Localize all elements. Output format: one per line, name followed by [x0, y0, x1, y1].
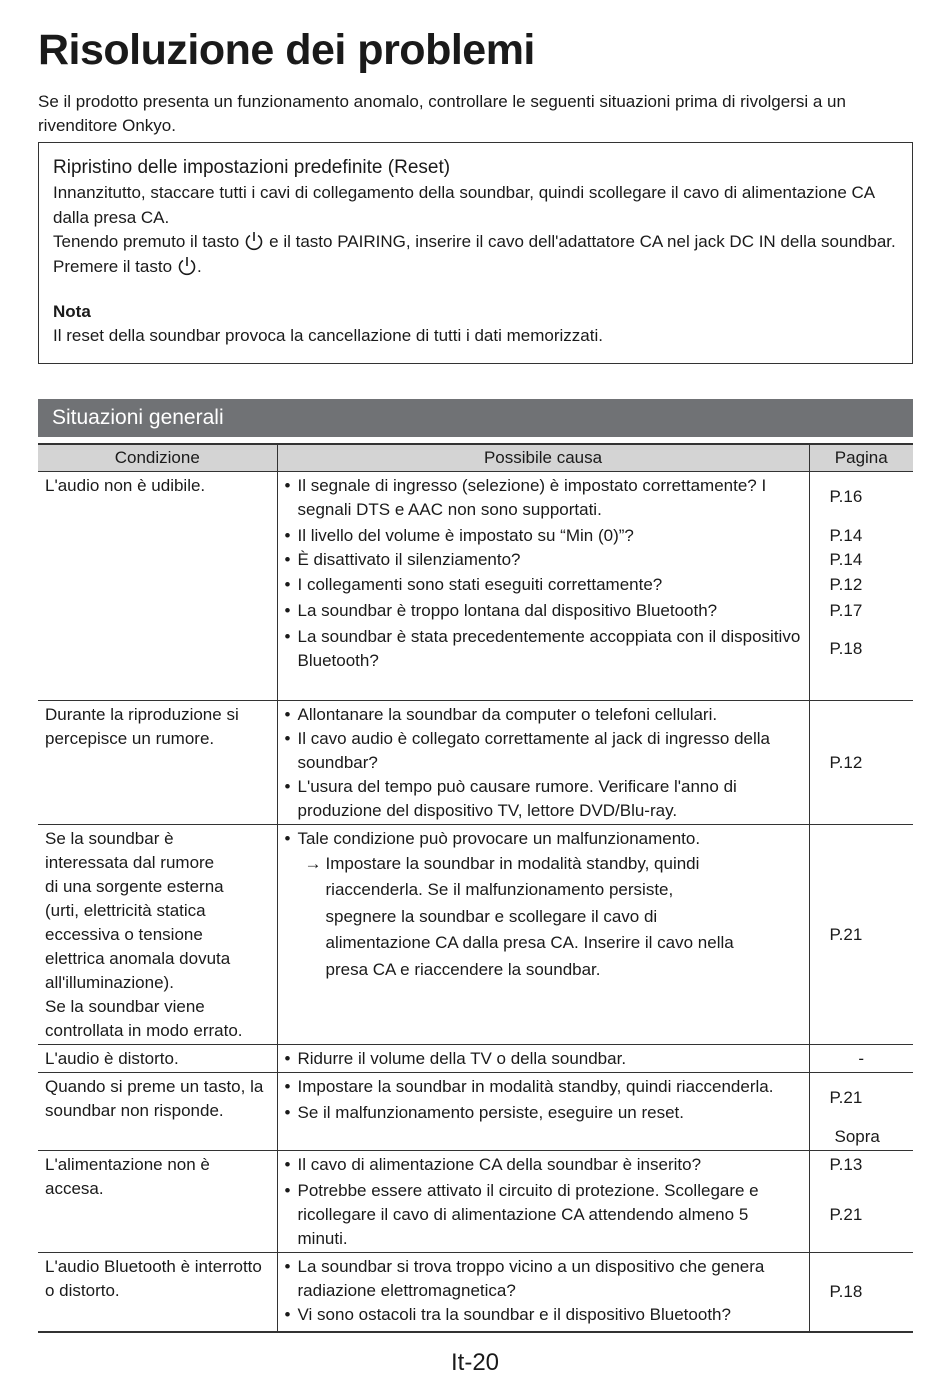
cause-item: • L'usura del tempo può causare rumore. Verificare l'anno di produzione del dispositivo TV, lettore DVD/Blu-ray. [284, 776, 737, 820]
cause-cell [277, 471, 809, 700]
reset-instruction-2 [53, 230, 898, 279]
page-ref: P.12 [829, 574, 863, 594]
condition-cell: Durante la riproduzione si percepisce un rumore. [38, 700, 277, 824]
reset-text-b: e il tasto PAIRING, inserire il cavo dell'adattatore CA nel jack DC IN della soundbar. Premere il tasto [53, 232, 896, 276]
cause-item: • La soundbar si trova troppo vicino a un dispositivo che genera radiazione elettromagnetica? [284, 1256, 765, 1300]
cause-item: • Ridurre il volume della TV o della soundbar. [284, 1048, 627, 1068]
cause-item: • I collegamenti sono stati eseguiti correttamente? [284, 574, 663, 594]
cause-item: • Il livello del volume è impostato su “Min (0)”? [284, 525, 634, 545]
page-cell [809, 471, 913, 700]
page-ref: - [858, 1048, 865, 1068]
cause-item: • Impostare la soundbar in modalità standby, quindi riaccenderla. [284, 1076, 774, 1096]
page-ref: P.14 [829, 549, 863, 569]
remedy-item: → Impostare la soundbar in modalità standby, quindi riaccenderla. Se il malfunzionamento persiste, spegnere la soundbar e scollegare il cavo di alimentazione CA dalla presa CA. Inserire il cavo nella presa CA e riaccendere la soundbar. [285, 851, 803, 984]
cause-item: • Il segnale di ingresso (selezione) è impostato correttamente? I segnali DTS e AAC non sono supportati. [284, 475, 767, 519]
page-cell [809, 1072, 913, 1150]
reset-box [38, 142, 913, 364]
cause-item: • Tale condizione può provocare un malfunzionamento. [284, 828, 701, 848]
reset-text-c: . [197, 256, 202, 276]
page-ref: P.17 [829, 600, 863, 620]
cause-item: • Potrebbe essere attivato il circuito di protezione. Scollegare e ricollegare il cavo di alimentazione CA attendendo almeno 5 minuti. [284, 1180, 759, 1248]
column-header-page: Pagina [809, 444, 913, 471]
page-cell [809, 1252, 913, 1332]
page-cell [809, 1044, 913, 1072]
condition-cell: L'audio Bluetooth è interrotto o distorto. [38, 1252, 277, 1332]
page-ref: P.18 [829, 1282, 863, 1302]
intro-paragraph: Se il prodotto presenta un funzionamento anomalo, controllare le seguenti situazioni prima di rivolgersi a un rivenditore Onkyo. [38, 92, 846, 135]
cause-item: • Se il malfunzionamento persiste, eseguire un reset. [284, 1102, 684, 1122]
page-ref: P.18 [829, 638, 863, 658]
condition-cell: Quando si preme un tasto, la soundbar non risponde. [38, 1072, 277, 1150]
condition-cell: L'audio è distorto. [38, 1044, 277, 1072]
section-header: Situazioni generali [38, 399, 913, 437]
power-icon [177, 256, 197, 276]
table-row [38, 1072, 913, 1150]
page-title: Risoluzione dei problemi [38, 26, 535, 74]
page-ref: P.21 [829, 924, 863, 944]
cause-item: • Il cavo di alimentazione CA della soundbar è inserito? [284, 1154, 702, 1174]
column-header-cause: Possibile causa [277, 444, 809, 471]
table-row [38, 824, 913, 1044]
nota-text: Il reset della soundbar provoca la cancellazione di tutti i dati memorizzati. [53, 326, 603, 345]
cause-cell [277, 824, 809, 1044]
cause-item: • Vi sono ostacoli tra la soundbar e il dispositivo Bluetooth? [284, 1304, 731, 1324]
condition-cell: L'alimentazione non è accesa. [38, 1150, 277, 1252]
table-header-row [38, 444, 913, 471]
nota-label: Nota [53, 302, 91, 321]
cause-item: • Allontanare la soundbar da computer o telefoni cellulari. [284, 704, 718, 724]
troubleshooting-table [38, 443, 913, 1333]
page-ref: P.14 [829, 525, 863, 545]
cause-cell [277, 1252, 809, 1332]
cause-cell [277, 700, 809, 824]
table-row [38, 1252, 913, 1332]
page-cell [809, 700, 913, 824]
condition-cell: Se la soundbar è interessata dal rumore di una sorgente esterna (urti, elettricità statica eccessiva o tensione elettrica anomala dovuta all'illuminazione). Se la soundbar viene controllata in modo errato. [38, 824, 277, 1044]
reset-heading: Ripristino delle impostazioni predefinite (Reset) [53, 157, 451, 178]
table-row [38, 471, 913, 700]
cause-item: • Il cavo audio è collegato correttamente al jack di ingresso della soundbar? [284, 728, 770, 772]
page-ref: P.21 [829, 1087, 863, 1107]
page-cell [809, 1150, 913, 1252]
power-icon [244, 231, 264, 251]
cause-cell [277, 1150, 809, 1252]
page-ref: Sopra [834, 1126, 880, 1146]
column-header-condition: Condizione [38, 444, 277, 471]
cause-item: • La soundbar è troppo lontana dal dispositivo Bluetooth? [284, 600, 718, 620]
table-row [38, 1044, 913, 1072]
page-ref: P.13 [829, 1154, 863, 1174]
page-number: It-20 [450, 1349, 500, 1374]
reset-instruction-1: Innanzitutto, staccare tutti i cavi di collegamento della soundbar, quindi scollegare il cavo di alimentazione CA dalla presa CA. [53, 183, 875, 227]
cause-cell [277, 1044, 809, 1072]
cause-item: • È disattivato il silenziamento? [284, 549, 521, 569]
page-cell [809, 824, 913, 1044]
condition-cell: L'audio non è udibile. [38, 471, 277, 700]
page-ref: P.21 [829, 1204, 863, 1224]
page-ref: P.12 [829, 752, 863, 772]
reset-text-a: Tenendo premuto il tasto [53, 232, 240, 251]
table-row [38, 700, 913, 824]
page-ref: P.16 [829, 486, 863, 506]
arrow-right-icon: → [304, 853, 322, 873]
cause-item: • La soundbar è stata precedentemente accoppiata con il dispositivo Bluetooth? [284, 626, 801, 670]
table-row [38, 1150, 913, 1252]
cause-cell [277, 1072, 809, 1150]
